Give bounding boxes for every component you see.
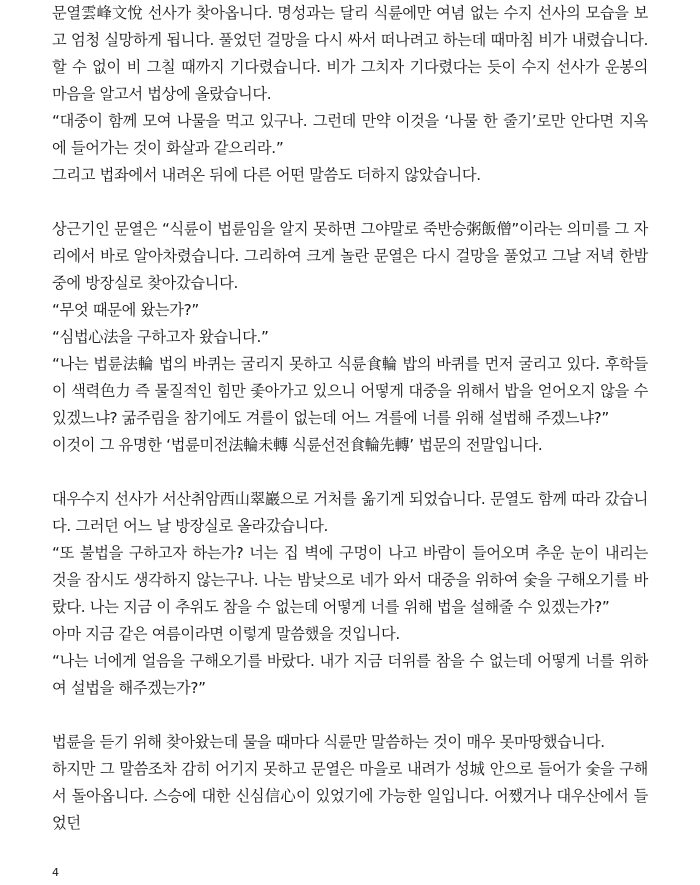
quote-paragraph: “또 불법을 구하고자 하는가? 너는 집 벽에 구멍이 나고 바람이 들어오며 추운 눈이 내리는 것을 잠시도 생각하지 않는구나. 나는 밤낮으로 네가 와서 대중을 위하여 숯을 구해오기를 바랐다. 나는 지금 이 추위도 참을 수 없는데 어떻게 너를 위해 법을 설해줄 수 있겠는가?” [52,544,648,616]
paragraph: 대우수지 선사가 서산취암西山翠巖으로 거처를 옮기게 되었습니다. 문열도 함께 따라 갔습니다. 그러던 어느 날 방장실로 올라갔습니다. [52,490,648,535]
paragraph: 법륜을 듣기 위해 찾아왔는데 물을 때마다 식륜만 말씀하는 것이 매우 못마땅했습니다. [52,733,605,751]
paragraph: 문열雲峰文悅 선사가 찾아옵니다. 명성과는 달리 식륜에만 여념 없는 수지 선사의 모습을 보고 엄청 실망하게 됩니다. 풀었던 걸망을 다시 싸서 떠나려고 하는데 때마침 비가 내렸습니다. 할 수 없이 비 그칠 때까지 기다렸습니다. 비가 그치자 기다렸다는 듯이 수지 선사가 운봉의 마음을 알고서 법상에 올랐습니다. [52,4,648,103]
paragraph: 아마 지금 같은 여름이라면 이렇게 말씀했을 것입니다. [52,625,400,643]
paragraph-gap [52,459,648,486]
page-number: 4 [52,866,59,879]
body-text [52,0,648,837]
paragraph: 하지만 그 말씀조차 감히 어기지 못하고 문열은 마을로 내려가 성城 안으로 들어가 숯을 구해서 돌아옵니다. 스승에 대한 신심信心이 있었기에 가능한 일입니다. 어쨌거나 대우산에서 들었던 [52,760,648,832]
paragraph-gap [52,189,648,216]
paragraph-gap [52,702,648,729]
quote-paragraph: “심법心法을 구하고자 왔습니다.” [52,328,269,346]
quote-paragraph: “대중이 함께 모여 나물을 먹고 있구나. 그런데 만약 이것을 ‘나물 한 줄기’로만 안다면 지옥에 들어가는 것이 화살과 같으리라.” [52,112,648,157]
paragraph: 상근기인 문열은 “식륜이 법륜임을 알지 못하면 그야말로 죽반승粥飯僧”이라는 의미를 그 자리에서 바로 알아차렸습니다. 그리하여 크게 놀란 문열은 다시 걸망을 풀었고 그날 저녁 한밤중에 방장실로 찾아갔습니다. [52,220,648,292]
quote-paragraph: “나는 법륜法輪 법의 바퀴는 굴리지 못하고 식륜食輪 밥의 바퀴를 먼저 굴리고 있다. 후학들이 색력色力 즉 물질적인 힘만 좇아가고 있으니 어떻게 대중을 위해서 밥을 얻어오지 않을 수 있겠느냐? 굶주림을 참기에도 겨를이 없는데 어느 겨를에 너를 위해 설법해 주겠느냐?” [52,355,648,427]
quote-paragraph: “무엇 때문에 왔는가?” [52,301,199,319]
paragraph: 그리고 법좌에서 내려온 뒤에 다른 어떤 말씀도 더하지 않았습니다. [52,166,481,184]
paragraph: 이것이 그 유명한 ‘법륜미전法輪未轉 식륜선전食輪先轉’ 법문의 전말입니다. [52,436,543,454]
quote-paragraph: “나는 너에게 얼음을 구해오기를 바랐다. 내가 지금 더위를 참을 수 없는데 어떻게 너를 위하여 설법을 해주겠는가?” [52,652,648,697]
